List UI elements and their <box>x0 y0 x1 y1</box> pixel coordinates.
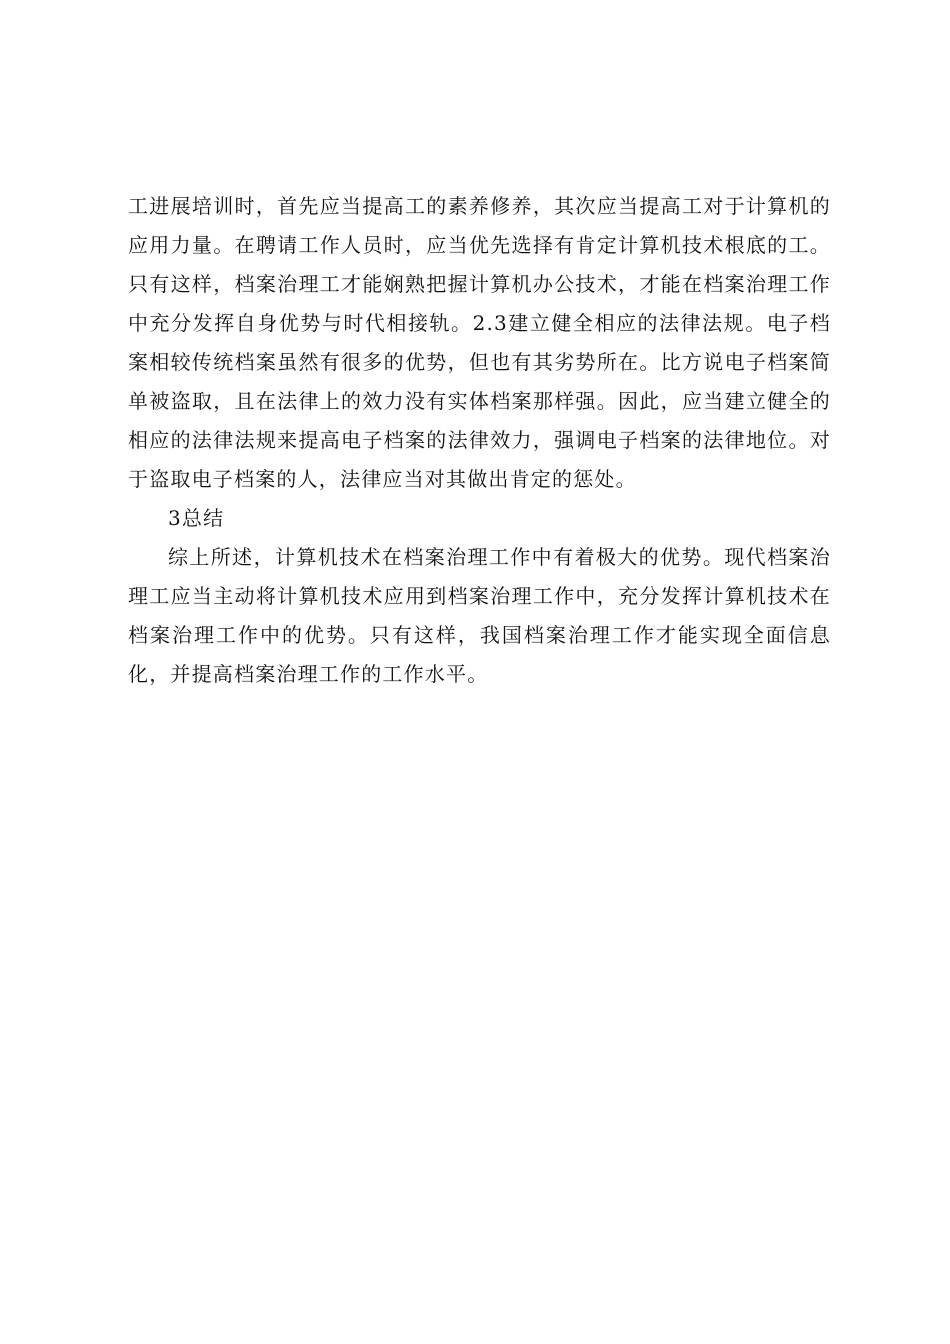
section-heading: 3总结 <box>168 506 225 530</box>
document-body <box>128 187 831 694</box>
conclusion-paragraph: 综上所述，计算机技术在档案治理工作中有着极大的优势。现代档案治理工应当主动将计算机技术应用到档案治理工作中，充分发挥计算机技术在档案治理工作中的优势。只有这样，我国档案治理工作才能实现全面信息化，并提高档案治理工作的工作水平。 <box>128 545 831 686</box>
continued-paragraph: 工进展培训时，首先应当提高工的素养修养，其次应当提高工对于计算机的应用力量。在聘请工作人员时，应当优先选择有肯定计算机技术根底的工。只有这样，档案治理工才能娴熟把握计算机办公技术，才能在档案治理工作中充分发挥自身优势与时代相接轨。2.3建立健全相应的法律法规。电子档案相较传统档案虽然有很多的优势，但也有其劣势所在。比方说电子档案简单被盗取，且在法律上的效力没有实体档案那样强。因此，应当建立健全的相应的法律法规来提高电子档案的法律效力，强调电子档案的法律地位。对于盗取电子档案的人，法律应当对其做出肯定的惩处。 <box>128 194 831 491</box>
